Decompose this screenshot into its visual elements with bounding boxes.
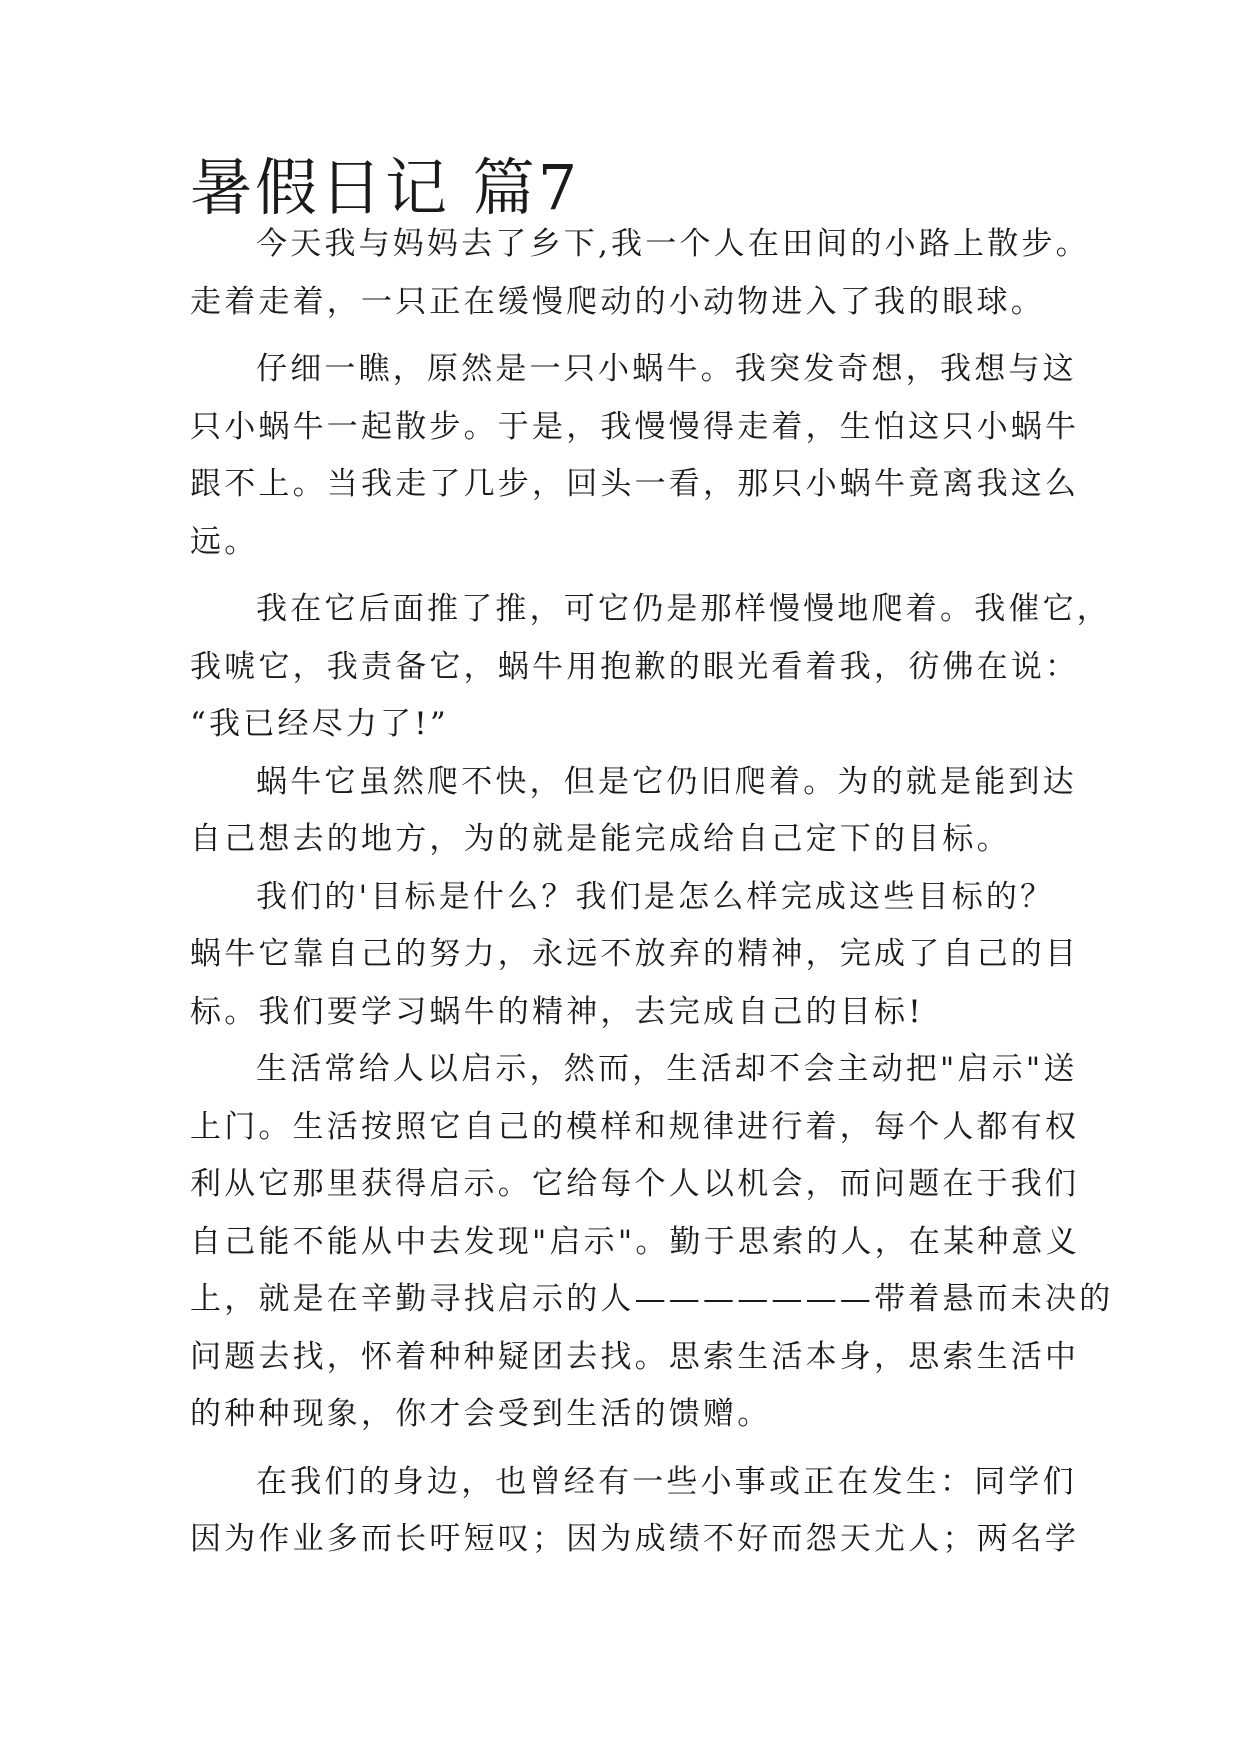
text-line: 自己能不能从中去发现"启示"。勤于思索的人，在某种意义 — [190, 1223, 1080, 1260]
text-line: “我已经尽力了!” — [190, 706, 449, 742]
text-line: 利从它那里获得启示。它给每个人以机会，而问题在于我们 — [190, 1166, 1080, 1202]
text-line: 我们的'目标是什么？我们是怎么样完成这些目标的？ — [256, 878, 1055, 915]
text-line: 走着走着，一只正在缓慢爬动的小动物进入了我的眼球。 — [190, 283, 1045, 320]
text-line: 蜗牛它靠自己的努力，永远不放弃的精神，完成了自己的目 — [190, 936, 1080, 972]
text-line: 上，就是在辛勤寻找启示的人———————带着悬而未决的 — [190, 1281, 1114, 1317]
text-line: 蜗牛它虽然爬不快，但是它仍旧爬着。为的就是能到达 — [256, 763, 1077, 800]
text-line: 远。 — [190, 523, 259, 560]
text-line: 我在它后面推了推，可它仍是那样慢慢地爬着。我催它， — [256, 591, 1111, 627]
text-line: 问题去找，怀着种种疑团去找。思索生活本身，思索生活中 — [190, 1338, 1080, 1375]
text-line: 因为作业多而长吁短叹；因为成绩不好而怨天尤人；两名学 — [190, 1521, 1080, 1557]
text-line: 标。我们要学习蜗牛的精神，去完成自己的目标! — [190, 993, 924, 1030]
text-line: 自己想去的地方，为的就是能完成给自己定下的目标。 — [190, 821, 1011, 857]
text-line: 仔细一瞧，原然是一只小蜗牛。我突发奇想，我想与这 — [256, 351, 1077, 387]
text-line: 今天我与妈妈去了乡下,我一个人在田间的小路上散步。 — [256, 226, 1090, 262]
text-line: 的种种现象，你才会受到生活的馈赠。 — [190, 1396, 772, 1432]
text-line: 只小蜗牛一起散步。于是，我慢慢得走着，生怕这只小蜗牛 — [190, 408, 1080, 445]
text-line: 生活常给人以启示，然而，生活却不会主动把"启示"送 — [256, 1051, 1078, 1087]
text-line: 跟不上。当我走了几步，回头一看，那只小蜗牛竟离我这么 — [190, 466, 1080, 502]
document-body — [190, 151, 1114, 1569]
text-line: 在我们的身边，也曾经有一些小事或正在发生：同学们 — [256, 1463, 1077, 1500]
page-title: 暑假日记 篇7 — [190, 151, 581, 224]
text-line: 上门。生活按照它自己的模样和规律进行着，每个人都有权 — [190, 1108, 1080, 1145]
text-line: 我唬它，我责备它，蜗牛用抱歉的眼光看着我，彷佛在说： — [190, 648, 1080, 685]
